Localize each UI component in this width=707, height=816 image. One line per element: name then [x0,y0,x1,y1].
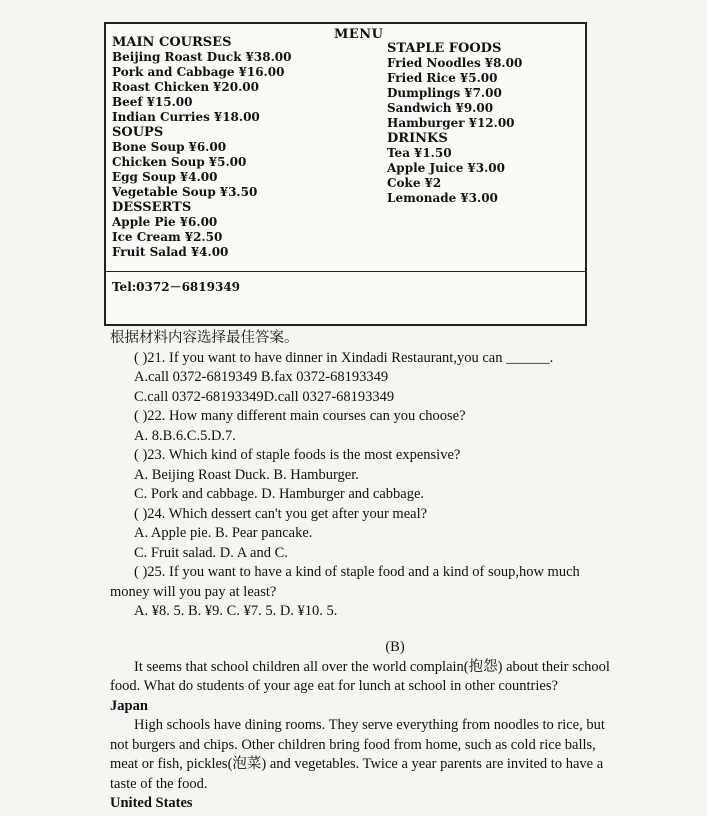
passage-label: (B) [385,639,405,655]
menu-item: Egg Soup ¥4.00 [112,170,218,184]
menu-item: Pork and Cabbage ¥16.00 [112,65,285,79]
section-heading: Japan [110,697,148,714]
paragraph-line: taste of the food. [110,775,208,792]
option-line: A. ¥8. 5. B. ¥9. C. ¥7. 5. D. ¥10. 5. [134,603,338,619]
question-continuation: money will you pay at least? [110,583,277,600]
paragraph-line: High schools have dining rooms. They serve everything from noodles to rice, but [134,717,605,733]
menu-item: Vegetable Soup ¥3.50 [112,185,258,199]
menu-tel: Tel:0372－6819349 [112,280,241,294]
instruction: 根据材料内容选择最佳答案。 [110,330,299,346]
passage-b [110,638,680,814]
menu-left-column [112,35,352,260]
section-heading: United States [110,795,193,811]
question-line: ( )21. If you want to have dinner in Xindadi Restaurant,you can ______. [134,349,554,366]
menu-item: Chicken Soup ¥5.00 [112,155,247,169]
option-line: A.call 0372-6819349 B.fax 0372-68193349 [134,369,389,385]
menu-box [104,22,587,326]
menu-item: Bone Soup ¥6.00 [112,140,227,154]
menu-item: Sandwich ¥9.00 [387,101,494,115]
menu-item: Roast Chicken ¥20.00 [112,80,259,94]
option-line: A. Beijing Roast Duck. B. Hamburger. [134,466,359,483]
paragraph-line: meat or fish, pickles(泡菜) and vegetables. Twice a year parents are invited to have a [110,756,604,772]
question-line: ( )22. How many different main courses can you choose? [134,408,466,424]
question-line: ( )23. Which kind of staple foods is the most expensive? [134,447,461,463]
menu-item: Hamburger ¥12.00 [387,116,515,130]
main-courses-heading: MAIN COURSES [112,35,232,50]
menu-title: MENU [334,27,384,42]
divider [106,271,585,272]
option-line: A. Apple pie. B. Pear pancake. [134,525,313,541]
menu-item: Apple Pie ¥6.00 [112,215,218,229]
option-line: A. 8.B.6.C.5.D.7. [134,427,236,444]
menu-item: Fried Rice ¥5.00 [387,71,498,85]
menu-item: Tea ¥1.50 [387,146,452,160]
menu-item: Coke ¥2 [387,176,442,190]
option-line: C.call 0372-68193349D.call 0327-68193349 [134,388,395,405]
questions-section [110,329,680,622]
desserts-heading: DESSERTS [112,200,192,215]
staple-foods-heading: STAPLE FOODS [387,41,502,56]
option-line: C. Fruit salad. D. A and C. [134,544,288,561]
menu-item: Ice Cream ¥2.50 [112,230,223,244]
menu-right-column [387,41,587,206]
menu-item: Indian Curries ¥18.00 [112,110,260,124]
menu-item: Fruit Salad ¥4.00 [112,245,229,259]
menu-item: Fried Noodles ¥8.00 [387,56,523,70]
menu-item: Beijing Roast Duck ¥38.00 [112,50,292,64]
soups-heading: SOUPS [112,125,164,140]
paragraph-line: It seems that school children all over the world complain(抱怨) about their school [134,658,610,675]
menu-item: Dumplings ¥7.00 [387,86,502,100]
option-line: C. Pork and cabbage. D. Hamburger and cabbage. [134,486,425,502]
menu-item: Beef ¥15.00 [112,95,193,109]
menu-item: Lemonade ¥3.00 [387,191,498,205]
drinks-heading: DRINKS [387,131,448,146]
paragraph-line: not burgers and chips. Other children bring food from home, such as cold rice balls, [110,736,596,753]
question-line: ( )24. Which dessert can't you get after your meal? [134,505,428,522]
menu-item: Apple Juice ¥3.00 [387,161,505,175]
paragraph-line: food. What do students of your age eat for lunch at school in other countries? [110,678,558,694]
question-line: ( )25. If you want to have a kind of staple food and a kind of soup,how much [134,564,580,580]
